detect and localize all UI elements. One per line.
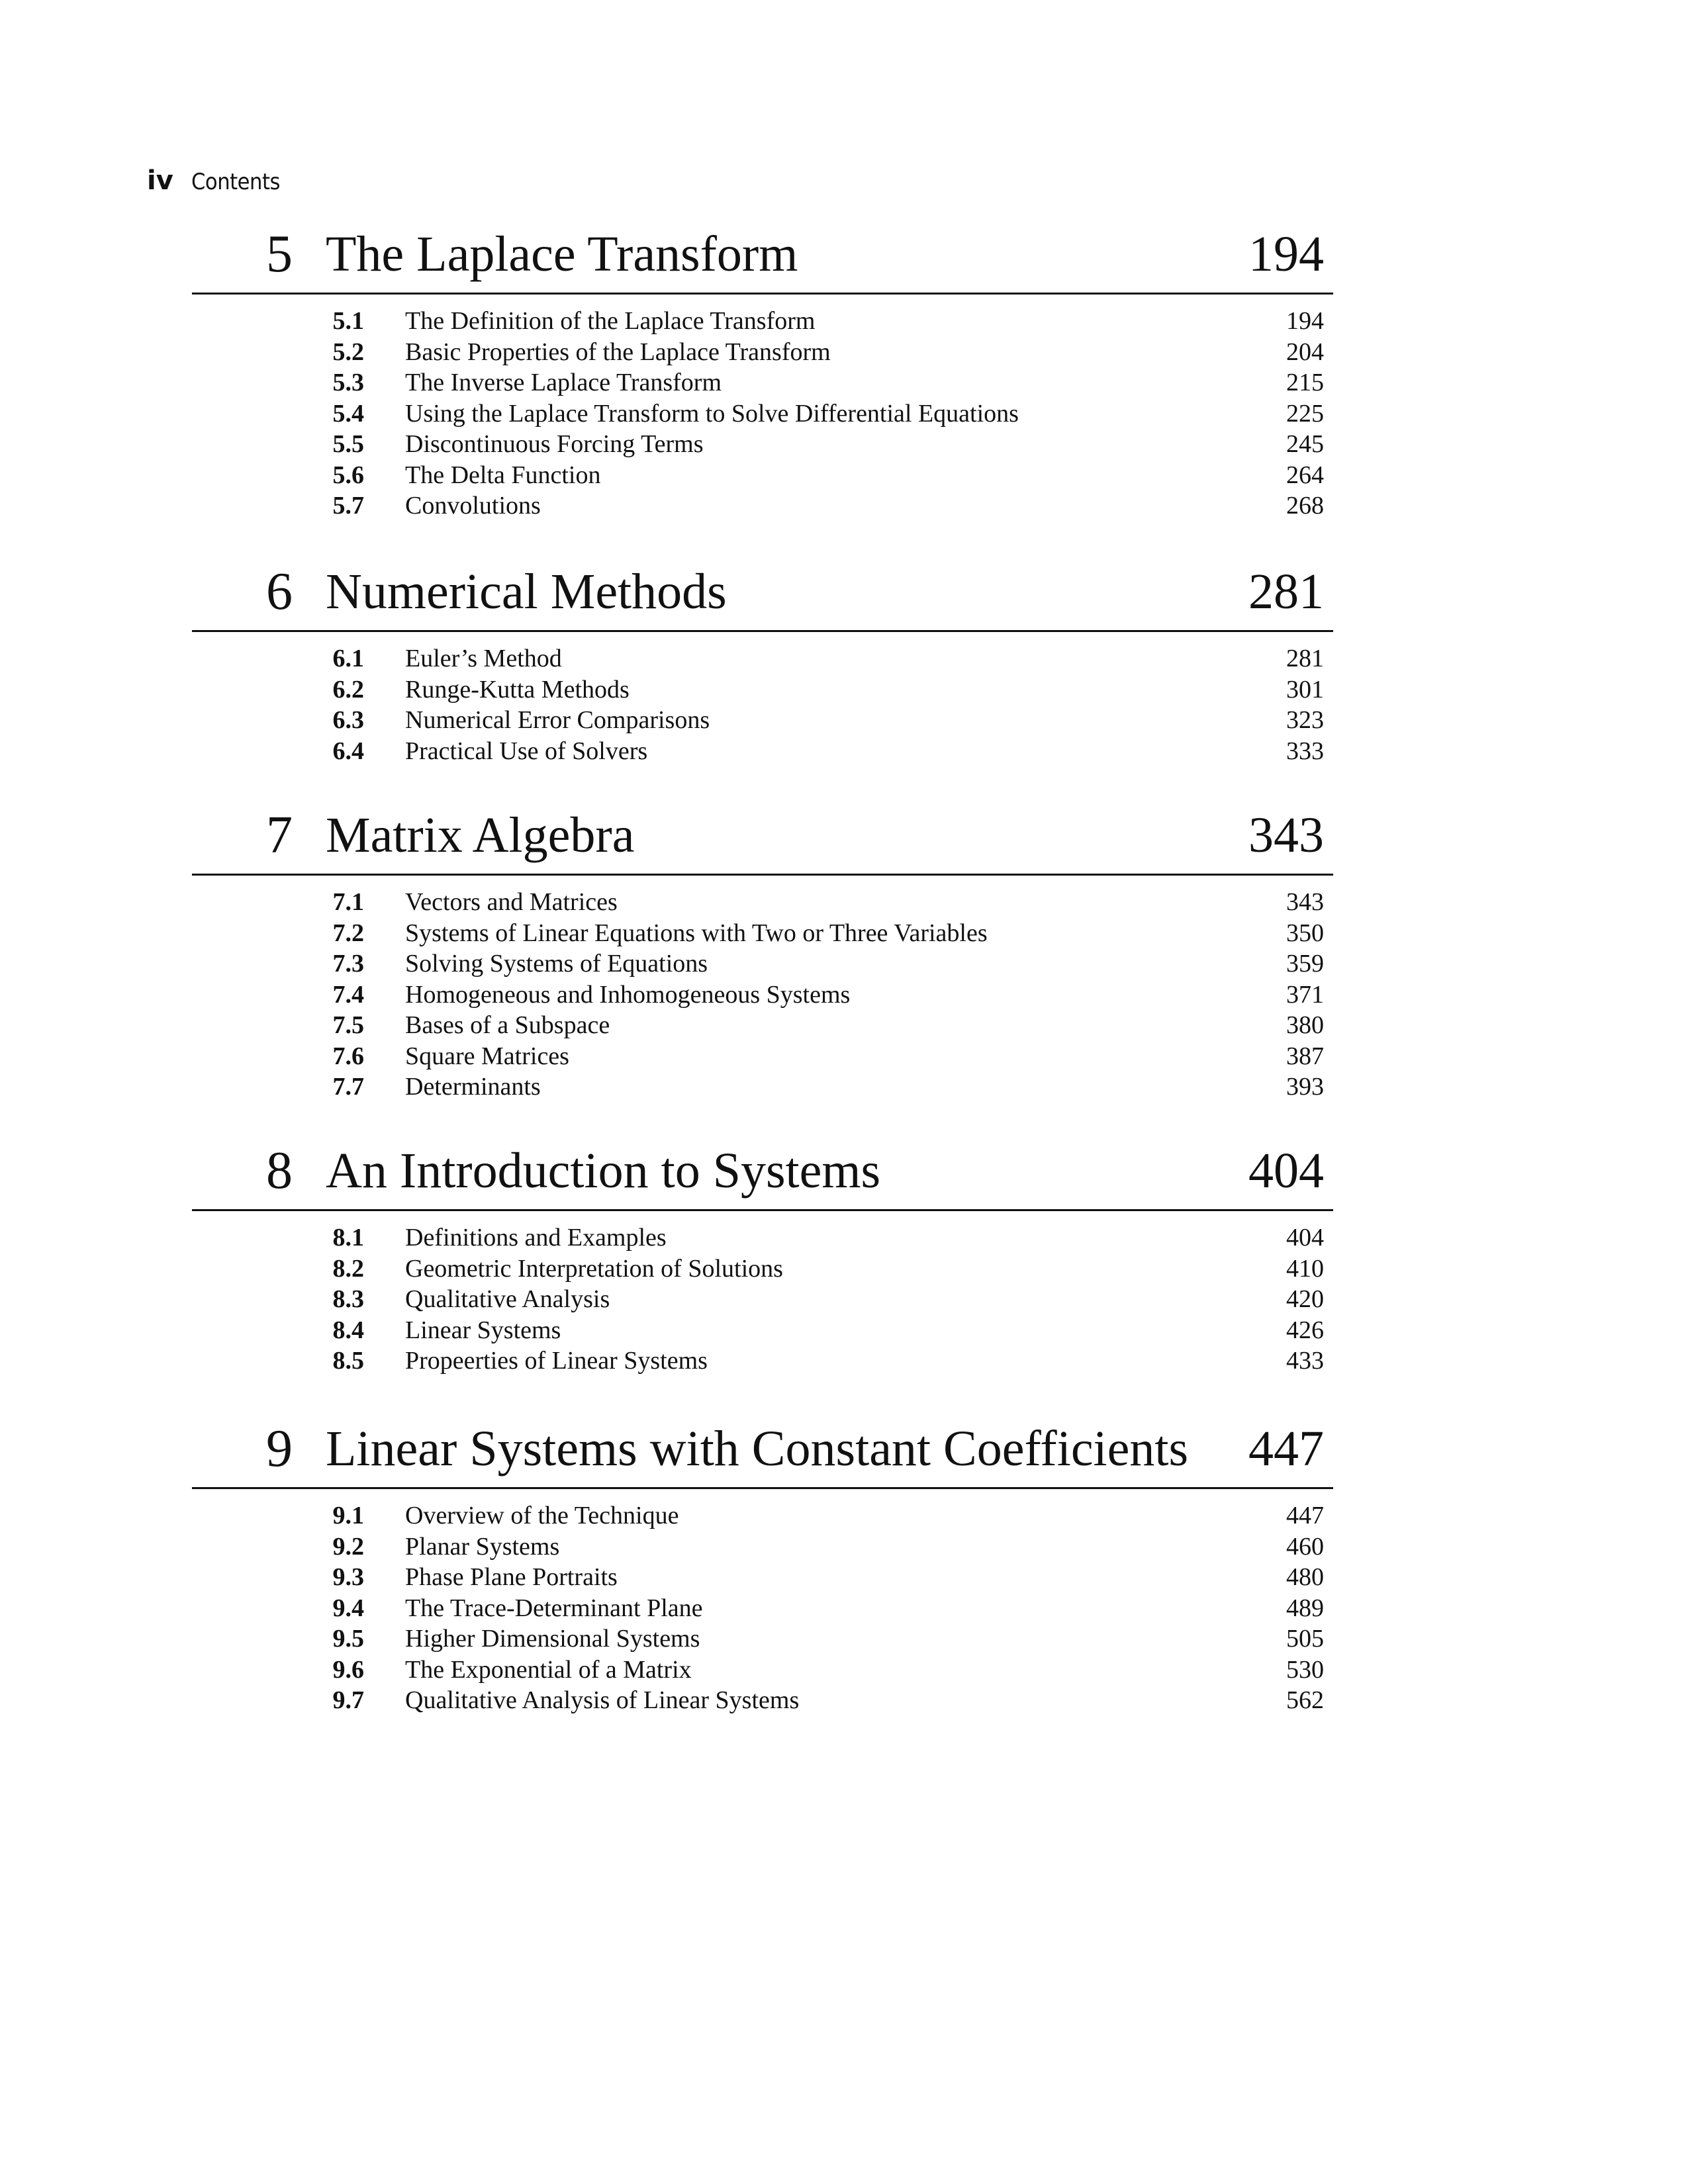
section-number: 7.5 [332, 1011, 364, 1039]
section-title: Solving Systems of Equations [405, 950, 708, 978]
section-title: Determinants [405, 1073, 541, 1101]
section-entry[interactable] [0, 398, 1688, 430]
chapter-7 [0, 806, 1688, 1101]
section-title: Homogeneous and Inhomogeneous Systems [405, 980, 851, 1009]
chapter-rule [192, 630, 1333, 632]
section-page: 480 [1286, 1563, 1324, 1591]
section-page: 301 [1286, 675, 1324, 704]
section-number: 6.1 [332, 645, 364, 672]
section-entry[interactable] [0, 1010, 1688, 1041]
section-entry[interactable] [0, 979, 1688, 1011]
section-title: The Inverse Laplace Transform [405, 369, 722, 396]
section-page: 380 [1286, 1011, 1324, 1039]
section-number: 5.6 [332, 461, 364, 489]
section-page: 264 [1286, 461, 1324, 489]
section-page: 460 [1286, 1532, 1324, 1561]
section-number: 9.5 [332, 1625, 364, 1653]
section-title: Discontinuous Forcing Terms [405, 430, 704, 458]
section-title: Overview of the Technique [405, 1502, 679, 1529]
section-number: 8.3 [332, 1285, 364, 1313]
section-number: 7.3 [332, 950, 364, 978]
section-page: 420 [1286, 1285, 1324, 1313]
section-entry[interactable] [0, 367, 1688, 398]
section-entry[interactable] [0, 1315, 1688, 1346]
running-title: Contents [191, 169, 280, 195]
chapter-number: 6 [266, 563, 293, 621]
section-page: 426 [1286, 1316, 1324, 1344]
section-page: 281 [1286, 645, 1324, 672]
chapter-number: 5 [266, 225, 293, 283]
section-entry[interactable] [0, 1531, 1688, 1563]
section-number: 9.4 [332, 1594, 364, 1622]
chapter-heading[interactable] [0, 225, 1688, 283]
section-entry[interactable] [0, 490, 1688, 522]
section-number: 5.1 [332, 307, 364, 335]
chapter-heading[interactable] [0, 1142, 1688, 1200]
section-title: The Definition of the Laplace Transform [405, 307, 816, 335]
section-list [0, 1222, 1688, 1377]
chapter-number: 7 [266, 806, 293, 864]
section-title: Linear Systems [405, 1316, 561, 1344]
section-entry[interactable] [0, 306, 1688, 337]
section-title: Using the Laplace Transform to Solve Differential Equations [405, 399, 1019, 428]
chapter-title: An Introduction to Systems [326, 1143, 881, 1199]
section-title: The Exponential of a Matrix [405, 1655, 692, 1684]
chapter-page: 447 [1248, 1421, 1324, 1477]
chapter-rule [192, 293, 1333, 295]
section-page: 204 [1286, 338, 1324, 366]
section-page: 562 [1286, 1686, 1324, 1714]
section-entry[interactable] [0, 736, 1688, 767]
section-title: Basic Properties of the Laplace Transform [405, 338, 831, 366]
section-page: 333 [1286, 737, 1324, 765]
section-page: 359 [1286, 950, 1324, 978]
section-entry[interactable] [0, 1623, 1688, 1655]
section-title: Numerical Error Comparisons [405, 706, 710, 734]
section-entry[interactable] [0, 674, 1688, 705]
section-title: Bases of a Subspace [405, 1011, 610, 1039]
chapter-title: Matrix Algebra [326, 807, 635, 863]
section-number: 6.2 [332, 675, 364, 704]
section-list [0, 643, 1688, 766]
section-page: 410 [1286, 1254, 1324, 1283]
section-title: Phase Plane Portraits [405, 1563, 618, 1591]
chapter-title: The Laplace Transform [326, 226, 798, 282]
section-entry[interactable] [0, 1685, 1688, 1716]
section-number: 8.4 [332, 1316, 364, 1344]
chapter-number: 8 [266, 1142, 293, 1200]
section-entry[interactable] [0, 705, 1688, 736]
chapter-heading[interactable] [0, 563, 1688, 621]
section-page: 323 [1286, 706, 1324, 734]
section-page: 194 [1286, 307, 1324, 335]
section-title: The Delta Function [405, 461, 601, 489]
section-number: 8.1 [332, 1224, 364, 1251]
section-number: 8.5 [332, 1347, 364, 1375]
section-list [0, 887, 1688, 1103]
section-page: 530 [1286, 1655, 1324, 1684]
section-title: Runge-Kutta Methods [405, 675, 630, 704]
section-number: 7.1 [332, 888, 364, 916]
section-number: 9.6 [332, 1655, 364, 1684]
section-entry[interactable] [0, 1041, 1688, 1072]
section-entry[interactable] [0, 643, 1688, 674]
chapter-rule [192, 874, 1333, 876]
section-page: 393 [1286, 1073, 1324, 1101]
section-number: 6.4 [332, 737, 364, 765]
section-title: Definitions and Examples [405, 1224, 667, 1251]
chapter-page: 343 [1248, 807, 1324, 863]
chapter-9 [0, 1420, 1688, 1714]
section-number: 8.2 [332, 1254, 364, 1283]
section-entry[interactable] [0, 1345, 1688, 1377]
section-number: 9.3 [332, 1563, 364, 1591]
section-number: 5.7 [332, 492, 364, 520]
section-title: Vectors and Matrices [405, 888, 618, 916]
section-title: Geometric Interpretation of Solutions [405, 1254, 783, 1283]
chapter-page: 281 [1248, 564, 1324, 619]
section-number: 7.4 [332, 980, 364, 1009]
section-page: 371 [1286, 980, 1324, 1009]
section-entry[interactable] [0, 1593, 1688, 1624]
section-number: 5.3 [332, 369, 364, 396]
section-title: Convolutions [405, 492, 541, 520]
section-page: 245 [1286, 430, 1324, 458]
section-page: 404 [1286, 1224, 1324, 1251]
section-number: 7.6 [332, 1042, 364, 1070]
section-number: 9.1 [332, 1502, 364, 1529]
section-number: 9.2 [332, 1532, 364, 1561]
section-title: Propeerties of Linear Systems [405, 1347, 708, 1375]
section-page: 215 [1286, 369, 1324, 396]
section-page: 268 [1286, 492, 1324, 520]
chapter-8 [0, 1142, 1688, 1375]
section-entry[interactable] [0, 460, 1688, 491]
chapter-heading[interactable] [0, 806, 1688, 864]
section-entry[interactable] [0, 1562, 1688, 1593]
chapter-title: Numerical Methods [326, 564, 727, 619]
section-number: 7.2 [332, 919, 364, 947]
section-number: 9.7 [332, 1686, 364, 1714]
section-entry[interactable] [0, 918, 1688, 949]
section-entry[interactable] [0, 337, 1688, 368]
section-page: 505 [1286, 1625, 1324, 1653]
chapter-title: Linear Systems with Constant Coefficients [326, 1421, 1189, 1477]
section-number: 7.7 [332, 1073, 364, 1101]
section-title: Square Matrices [405, 1042, 569, 1070]
section-entry[interactable] [0, 1500, 1688, 1531]
section-title: Planar Systems [405, 1532, 560, 1561]
section-page: 433 [1286, 1347, 1324, 1375]
section-entry[interactable] [0, 1253, 1688, 1285]
section-page: 489 [1286, 1594, 1324, 1622]
chapter-rule [192, 1209, 1333, 1211]
section-number: 5.4 [332, 399, 364, 428]
section-page: 387 [1286, 1042, 1324, 1070]
section-number: 6.3 [332, 706, 364, 734]
running-header [147, 165, 290, 205]
section-list [0, 1500, 1688, 1716]
chapter-heading[interactable] [0, 1420, 1688, 1478]
page-number: iv [147, 165, 173, 196]
section-entry[interactable] [0, 1222, 1688, 1253]
section-entry[interactable] [0, 429, 1688, 460]
section-page: 225 [1286, 399, 1324, 428]
section-page: 343 [1286, 888, 1324, 916]
section-title: The Trace-Determinant Plane [405, 1594, 703, 1622]
chapter-rule [192, 1487, 1333, 1489]
section-page: 447 [1286, 1502, 1324, 1529]
section-title: Systems of Linear Equations with Two or Three Variables [405, 919, 988, 947]
section-title: Practical Use of Solvers [405, 737, 648, 765]
chapter-number: 9 [266, 1420, 293, 1478]
section-number: 5.2 [332, 338, 364, 366]
section-list [0, 306, 1688, 522]
chapter-6 [0, 563, 1688, 765]
chapter-page: 404 [1248, 1143, 1324, 1199]
section-title: Euler’s Method [405, 645, 562, 672]
section-title: Qualitative Analysis of Linear Systems [405, 1686, 800, 1714]
section-entry[interactable] [0, 1655, 1688, 1686]
section-number: 5.5 [332, 430, 364, 458]
section-entry[interactable] [0, 1071, 1688, 1103]
section-entry[interactable] [0, 1284, 1688, 1315]
section-page: 350 [1286, 919, 1324, 947]
section-title: Qualitative Analysis [405, 1285, 610, 1313]
section-entry[interactable] [0, 887, 1688, 918]
section-entry[interactable] [0, 948, 1688, 979]
chapter-5 [0, 225, 1688, 520]
section-title: Higher Dimensional Systems [405, 1625, 700, 1653]
chapter-page: 194 [1248, 226, 1324, 282]
